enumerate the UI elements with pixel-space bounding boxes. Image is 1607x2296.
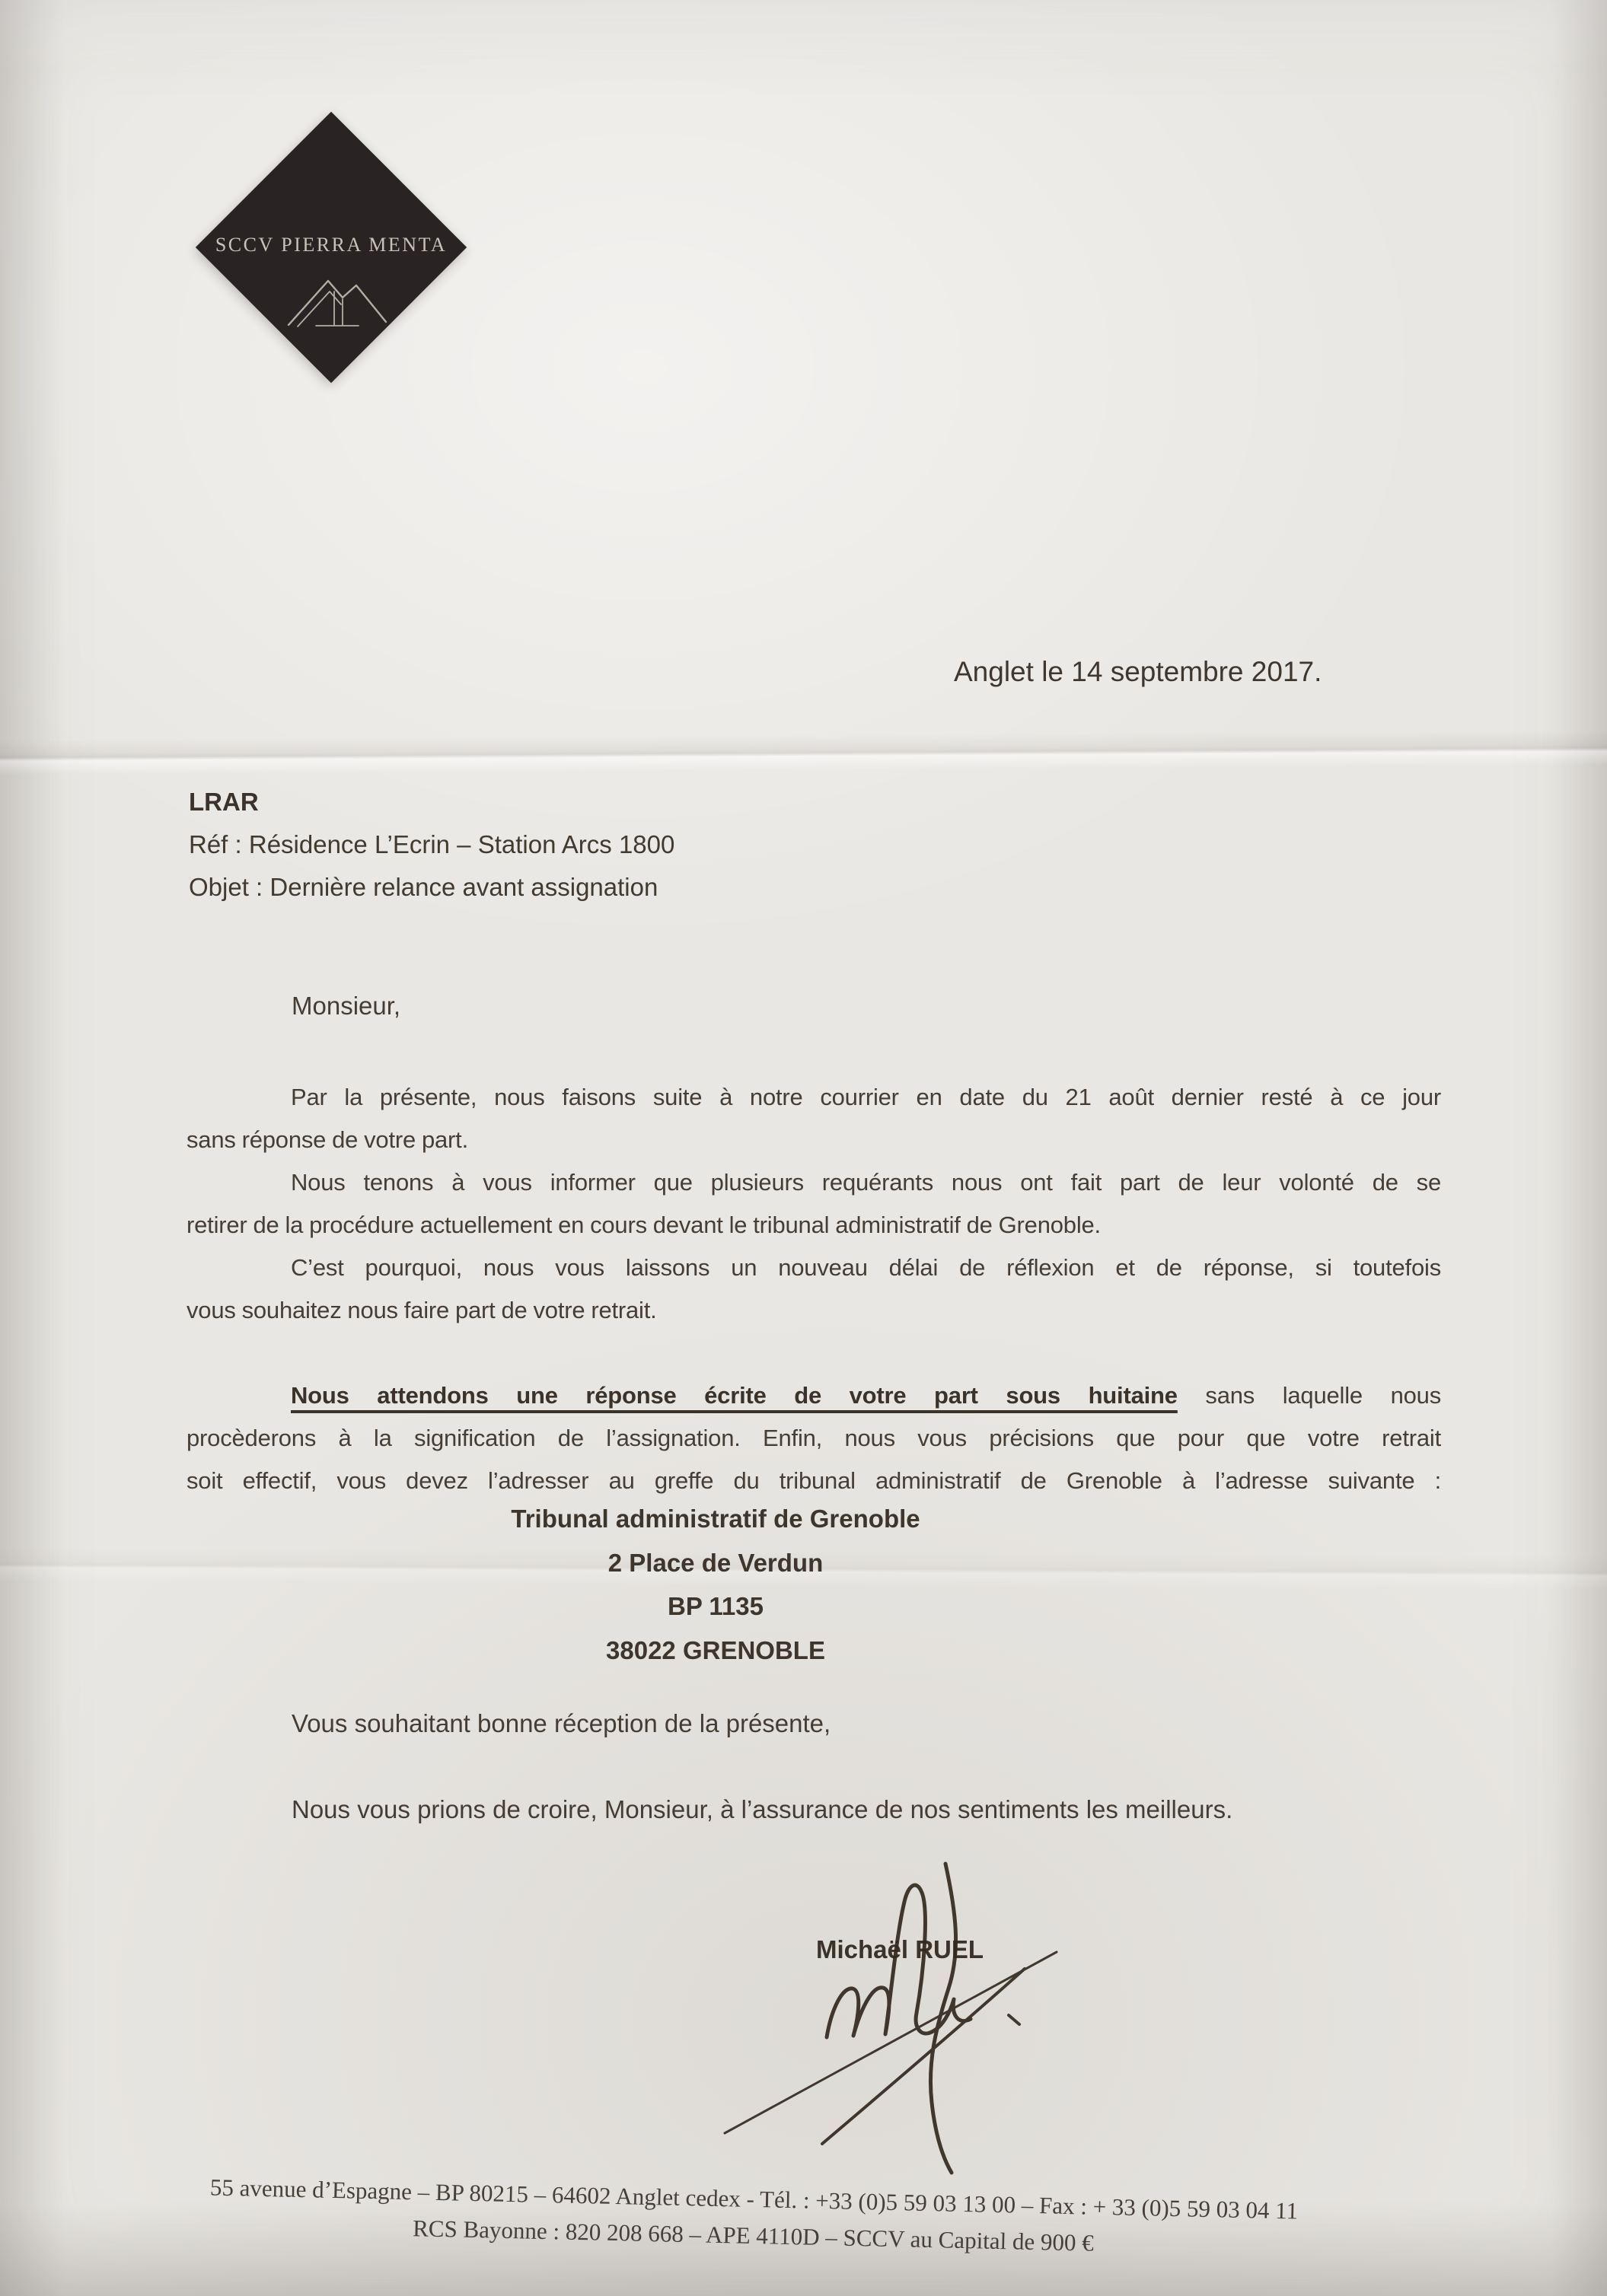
paragraph-line (187, 1374, 1441, 1417)
signer-name: Michaël RUEL (816, 1935, 984, 1963)
paragraph-3 (187, 1247, 1441, 1332)
court-street: 2 Place de Verdun (607, 1548, 824, 1577)
court-po-box: BP 1135 (667, 1592, 764, 1620)
paragraph-line: vous souhaitez nous faire part de votre retrait. (187, 1297, 657, 1323)
court-name: Tribunal administratif de Grenoble (511, 1505, 920, 1533)
lrar-label: LRAR (189, 788, 259, 816)
letterhead-footer (106, 2167, 1401, 2268)
paragraph-line: soit effectif, vous devez l’adresser au greffe du tribunal administratif de Grenoble à l’adresse suivante : (187, 1467, 1441, 1494)
paragraph-line: retirer de la procédure actuellement en cours devant le tribunal administratif de Grenoble. (187, 1212, 1101, 1238)
date-line: Anglet le 14 septembre 2017. (954, 656, 1322, 687)
letter-body (187, 1076, 1441, 1502)
paragraph-line: Nous tenons à vous informer que plusieurs requérants nous ont fait part de leur volonté de se (291, 1169, 1441, 1196)
footer-registration: RCS Bayonne : 820 208 668 – APE 4110D – SCCV au Capital de 900 € (412, 2215, 1095, 2256)
paragraph-line: sans réponse de votre part. (187, 1126, 468, 1153)
paper-fold-crease (0, 730, 1607, 775)
bold-underlined-demand: Nous attendons une réponse écrite de votre part sous huitaine (291, 1382, 1178, 1409)
paragraph-1 (187, 1076, 1441, 1161)
paragraph-4 (187, 1374, 1441, 1502)
handwritten-signature (708, 1859, 1073, 2186)
closing-line-2: Nous vous prions de croire, Monsieur, à l’assurance de nos sentiments les meilleurs. (292, 1795, 1233, 1823)
court-address-block (187, 1497, 1245, 1672)
reference-block (189, 781, 674, 909)
reference-line: Réf : Résidence L’Ecrin – Station Arcs 1800 (189, 830, 675, 858)
court-city: 38022 GRENOBLE (606, 1635, 825, 1664)
paragraph-2 (187, 1161, 1441, 1247)
salutation: Monsieur, (292, 992, 401, 1020)
subject-line: Objet : Dernière relance avant assignation (189, 873, 658, 901)
footer-address-phone: 55 avenue d’Espagne – BP 80215 – 64602 Anglet cedex - Tél. : +33 (0)5 59 03 13 00 – Fax : + 33 (0)5 59 03 04 11 (209, 2173, 1299, 2224)
paragraph-line: procèderons à la signification de l’assignation. Enfin, nous vous précisions que pour que votre retrait (187, 1425, 1441, 1451)
paragraph-text: sans laquelle nous (1177, 1382, 1441, 1409)
company-logo (215, 151, 448, 343)
mountain-icon (284, 272, 391, 331)
logo-company-name: SCCV PIERRA MENTA (215, 234, 448, 256)
paragraph-line: Par la présente, nous faisons suite à notre courrier en date du 21 août dernier resté à ce jour (291, 1084, 1441, 1110)
paragraph-line: C’est pourquoi, nous vous laissons un nouveau délai de réflexion et de réponse, si toutefois (291, 1254, 1441, 1281)
closing-line-1: Vous souhaitant bonne réception de la présente, (292, 1709, 831, 1737)
